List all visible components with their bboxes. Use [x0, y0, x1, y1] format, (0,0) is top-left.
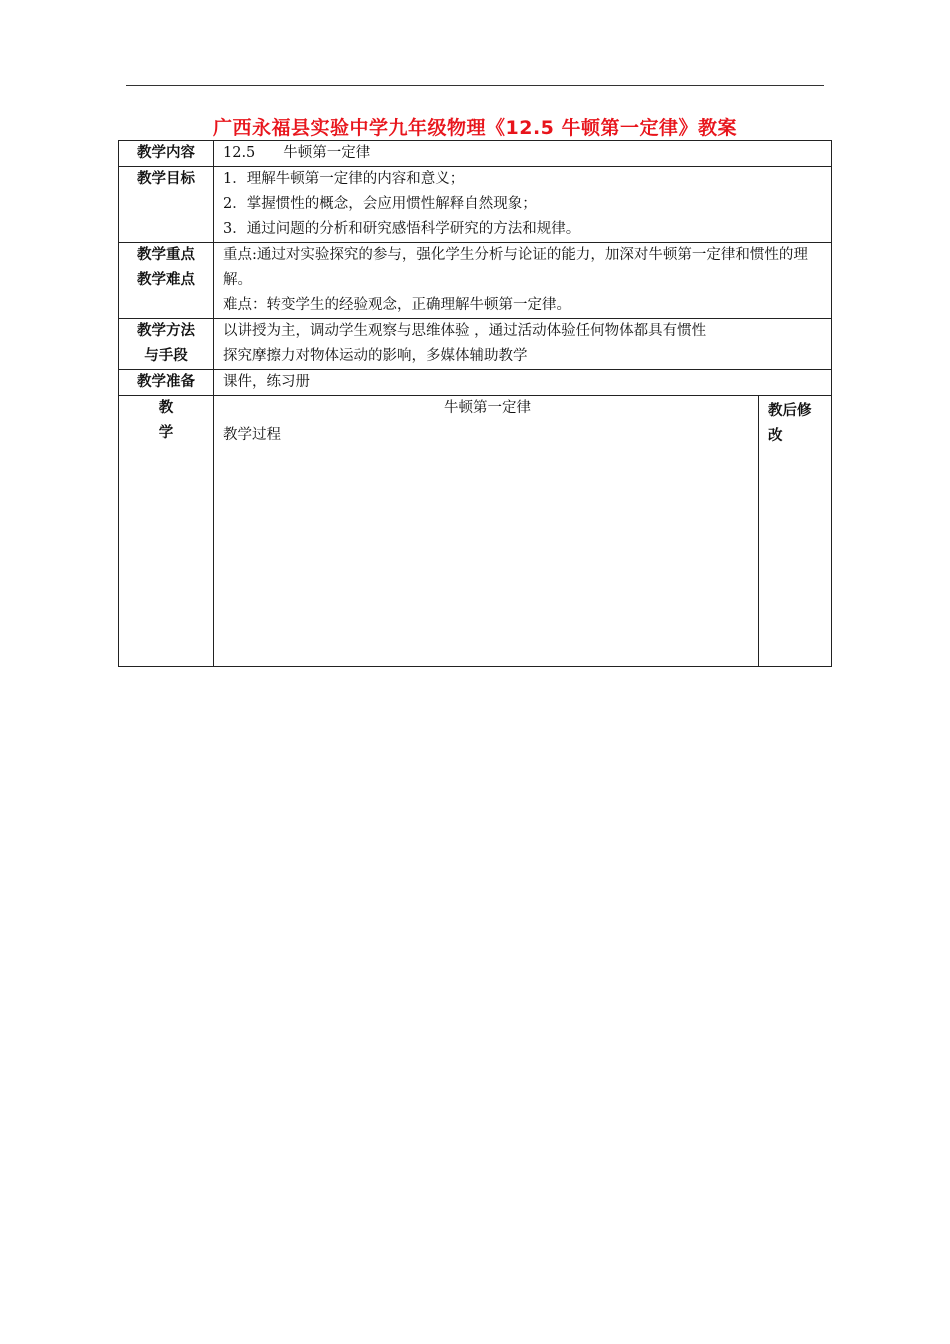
label-text: 教学准备 [137, 374, 195, 390]
methods-line: 探究摩擦力对物体运动的影响，多媒体辅助教学 [223, 348, 528, 364]
label-key-points [119, 243, 214, 319]
lesson-plan-table [118, 140, 832, 667]
label-text: 学 [158, 425, 174, 441]
value-teaching-objectives [214, 167, 832, 243]
value-teaching-preparation [214, 370, 832, 396]
document-title: 广西永福县实验中学九年级物理《12.5 牛顿第一定律》教案 [213, 117, 737, 139]
label-text: 教 [158, 400, 174, 416]
lesson-number: 12.5 [223, 145, 256, 161]
lesson-topic: 牛顿第一定律 [283, 145, 371, 161]
objective-item: 1．理解牛顿第一定律的内容和意义； [223, 171, 465, 187]
value-teaching-methods [214, 319, 832, 370]
row-key-points [119, 243, 832, 319]
label-text: 教学方法 [137, 323, 195, 339]
row-teaching-preparation [119, 370, 832, 396]
row-teaching-objectives [119, 167, 832, 243]
row-teaching-methods [119, 319, 832, 370]
label-text: 教学重点 [137, 247, 195, 263]
objective-item: 2．掌握惯性的概念，会应用惯性解释自然现象； [223, 196, 537, 212]
teaching-heading: 牛顿第一定律 [444, 400, 531, 416]
revision-label: 改 [768, 428, 783, 444]
label-teaching-content [119, 141, 214, 167]
label-text: 教学内容 [137, 145, 195, 161]
value-teaching-content [214, 141, 832, 167]
row-teaching-content [119, 141, 832, 167]
label-text: 与手段 [144, 348, 188, 364]
preparation-text: 课件，练习册 [223, 374, 310, 390]
label-teaching-objectives [119, 167, 214, 243]
label-teaching-methods [119, 319, 214, 370]
label-teaching-preparation [119, 370, 214, 396]
value-key-points [214, 243, 832, 319]
objective-item: 3．通过问题的分析和研究感悟科学研究的方法和规律。 [223, 221, 581, 237]
teaching-process-label: 教学过程 [223, 427, 281, 443]
header-rule [126, 85, 824, 86]
label-text: 教学目标 [137, 171, 195, 187]
methods-line: 以讲授为主，调动学生观察与思维体验 ，通过活动体验任何物体都具有惯性 [223, 323, 707, 339]
row-teaching [119, 396, 832, 667]
label-teaching [119, 396, 214, 667]
label-text: 教学难点 [137, 272, 195, 288]
post-lesson-revision-cell [759, 396, 832, 667]
difficulty-text: 难点：转变学生的经验观念，正确理解牛顿第一定律。 [223, 297, 571, 313]
focus-text: 重点:通过对实验探究的参与，强化学生分析与论证的能力，加深对牛顿第一定律和惯性的理解。 [223, 247, 808, 288]
teaching-process-cell [214, 396, 759, 667]
revision-label: 教后修 [768, 403, 812, 419]
